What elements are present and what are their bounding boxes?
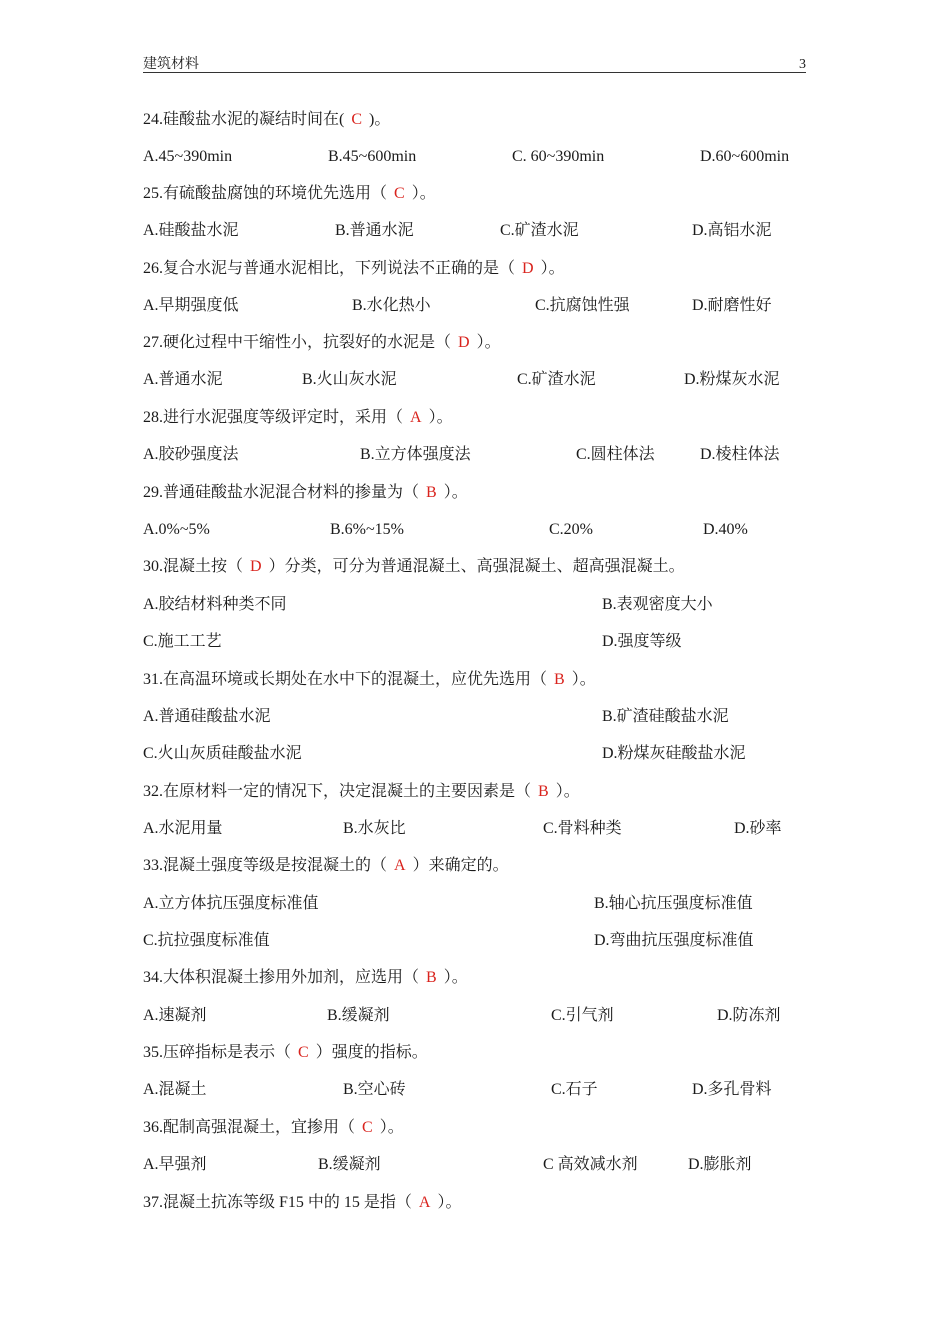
question-27-option-a: A.普通水泥	[143, 371, 223, 388]
question-24-option-b: B.45~600min	[328, 148, 417, 165]
question-29-option-d: D.40%	[703, 521, 748, 538]
answer-letter: D	[458, 334, 470, 351]
question-34-stem	[143, 967, 468, 989]
answer-letter: C	[394, 185, 405, 202]
question-32-option-a: A.水泥用量	[143, 820, 223, 837]
question-28-option-d: D.棱柱体法	[700, 446, 780, 463]
question-24-stem	[143, 109, 390, 131]
question-27-option-b: B.火山灰水泥	[302, 371, 397, 388]
header-title: 建筑材料	[143, 57, 199, 72]
question-text-end: ）。	[411, 185, 436, 202]
question-37-stem	[143, 1192, 461, 1214]
answer-letter: C	[351, 111, 363, 128]
question-36-option-d: D.膨胀剂	[688, 1156, 752, 1173]
question-31-option-d: D.粉煤灰硅酸盐水泥	[602, 745, 746, 762]
question-36-stem	[143, 1117, 404, 1139]
question-35-stem	[143, 1042, 428, 1064]
answer-letter: B	[426, 484, 437, 501]
question-26-stem	[143, 258, 565, 280]
question-29-stem	[143, 482, 468, 504]
question-text-end: ）来确定的。	[412, 857, 509, 874]
question-25-option-b: B.普通水泥	[335, 222, 414, 239]
question-28-option-a: A.胶砂强度法	[143, 446, 239, 463]
question-text: 31.在高温环境或长期处在水中下的混凝土，应优先选用（	[143, 671, 548, 688]
question-32-stem	[143, 781, 580, 803]
question-text: 35.压碎指标是表示（	[143, 1044, 292, 1061]
question-33-option-c: C.抗拉强度标准值	[143, 932, 270, 949]
question-30-stem	[143, 556, 685, 578]
question-text-end: ）。	[571, 671, 596, 688]
answer-letter: B	[426, 969, 437, 986]
question-text: 27.硬化过程中干缩性小，抗裂好的水泥是（	[143, 334, 452, 351]
question-25-option-a: A.硅酸盐水泥	[143, 222, 239, 239]
question-33-option-d: D.弯曲抗压强度标准值	[594, 932, 754, 949]
question-35-option-b: B.空心砖	[343, 1081, 406, 1098]
question-33-option-a: A.立方体抗压强度标准值	[143, 895, 319, 912]
question-36-option-c: C 高效减水剂	[543, 1156, 638, 1173]
question-text-end: ）分类，可分为普通混凝土、高强混凝土、超高强混凝土。	[268, 558, 685, 575]
answer-letter: C	[362, 1119, 373, 1136]
question-24-option-a: A.45~390min	[143, 148, 233, 165]
answer-letter: A	[394, 857, 406, 874]
question-31-option-c: C.火山灰质硅酸盐水泥	[143, 745, 302, 762]
question-text: 28.进行水泥强度等级评定时，采用（	[143, 409, 404, 426]
answer-letter: B	[554, 671, 565, 688]
question-29-option-a: A.0%~5%	[143, 521, 210, 538]
question-33-stem	[143, 855, 509, 877]
question-text: 30.混凝土按（	[143, 558, 244, 575]
question-text-end: ）。	[437, 1194, 462, 1211]
question-26-option-b: B.水化热小	[352, 297, 431, 314]
question-25-option-d: D.高铝水泥	[692, 222, 772, 239]
answer-letter: A	[410, 409, 422, 426]
question-35-option-c: C.石子	[551, 1081, 598, 1098]
question-27-option-c: C.矿渣水泥	[517, 371, 596, 388]
question-24-option-d: D.60~600min	[700, 148, 790, 165]
question-30-option-d: D.强度等级	[602, 633, 682, 650]
question-text: 29.普通硅酸盐水泥混合材料的掺量为（	[143, 484, 420, 501]
question-34-option-d: D.防冻剂	[717, 1007, 781, 1024]
answer-letter: A	[418, 1194, 431, 1211]
question-30-option-c: C.施工工艺	[143, 633, 222, 650]
question-30-option-a: A.胶结材料种类不同	[143, 596, 287, 613]
question-26-option-d: D.耐磨性好	[692, 297, 772, 314]
answer-letter: D	[522, 260, 534, 277]
question-text: 34.大体积混凝土掺用外加剂，应选用（	[143, 969, 420, 986]
question-24-option-c: C. 60~390min	[512, 148, 605, 165]
question-text: 36.配制高强混凝土，宜掺用（	[143, 1119, 356, 1136]
question-31-stem	[143, 669, 596, 691]
answer-letter: C	[298, 1044, 309, 1061]
question-text-end: ）强度的指标。	[315, 1044, 428, 1061]
question-32-option-b: B.水灰比	[343, 820, 406, 837]
question-text-end: )。	[369, 111, 391, 128]
question-35-option-a: A.混凝土	[143, 1081, 207, 1098]
question-28-stem	[143, 407, 453, 429]
question-34-option-c: C.引气剂	[551, 1007, 614, 1024]
question-27-option-d: D.粉煤灰水泥	[684, 371, 780, 388]
question-26-option-c: C.抗腐蚀性强	[535, 297, 630, 314]
question-text-end: ）。	[428, 409, 453, 426]
question-text-end: ）。	[540, 260, 565, 277]
question-text: 32.在原材料一定的情况下，决定混凝土的主要因素是（	[143, 783, 532, 800]
question-text-end: ）。	[443, 484, 468, 501]
answer-letter: D	[250, 558, 262, 575]
question-28-option-b: B.立方体强度法	[360, 446, 471, 463]
question-35-option-d: D.多孔骨料	[692, 1081, 772, 1098]
question-text: 37.混凝土抗冻等级 F15 中的 15 是指（	[143, 1194, 412, 1211]
question-text: 24.硅酸盐水泥的凝结时间在(	[143, 111, 345, 128]
question-29-option-b: B.6%~15%	[330, 521, 404, 538]
question-30-option-b: B.表观密度大小	[602, 596, 713, 613]
question-29-option-c: C.20%	[549, 521, 593, 538]
question-text: 33.混凝土强度等级是按混凝土的（	[143, 857, 388, 874]
question-31-option-a: A.普通硅酸盐水泥	[143, 708, 271, 725]
header-rule	[143, 72, 806, 73]
question-text-end: ）。	[379, 1119, 404, 1136]
question-32-option-d: D.砂率	[734, 820, 782, 837]
question-text-end: ）。	[555, 783, 580, 800]
question-33-option-b: B.轴心抗压强度标准值	[594, 895, 753, 912]
question-text-end: ）。	[443, 969, 468, 986]
question-34-option-a: A.速凝剂	[143, 1007, 207, 1024]
question-text-end: ）。	[476, 334, 501, 351]
question-27-stem	[143, 332, 501, 354]
answer-letter: B	[538, 783, 549, 800]
question-text: 26.复合水泥与普通水泥相比，下列说法不正确的是（	[143, 260, 516, 277]
question-text: 25.有硫酸盐腐蚀的环境优先选用（	[143, 185, 388, 202]
question-28-option-c: C.圆柱体法	[576, 446, 655, 463]
question-25-option-c: C.矿渣水泥	[500, 222, 579, 239]
question-26-option-a: A.早期强度低	[143, 297, 239, 314]
question-31-option-b: B.矿渣硅酸盐水泥	[602, 708, 729, 725]
question-36-option-a: A.早强剂	[143, 1156, 207, 1173]
question-36-option-b: B.缓凝剂	[318, 1156, 381, 1173]
question-25-stem	[143, 183, 436, 205]
question-32-option-c: C.骨料种类	[543, 820, 622, 837]
question-34-option-b: B.缓凝剂	[327, 1007, 390, 1024]
page-number: 3	[799, 57, 806, 72]
